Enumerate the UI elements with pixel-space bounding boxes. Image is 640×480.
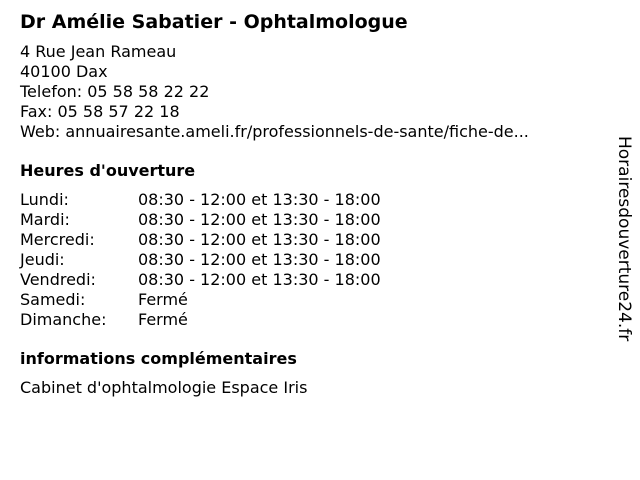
hours-value: 08:30 - 12:00 et 13:30 - 18:00 (138, 210, 381, 229)
day-label: Samedi: (20, 290, 86, 309)
additional-info-heading: informations complémentaires (20, 349, 297, 368)
hours-value: Fermé (138, 310, 188, 329)
day-label: Lundi: (20, 190, 69, 209)
hours-value: 08:30 - 12:00 et 13:30 - 18:00 (138, 250, 381, 269)
brand-watermark (612, 133, 636, 345)
phone-number: Telefon: 05 58 58 22 22 (20, 82, 210, 101)
hours-value: 08:30 - 12:00 et 13:30 - 18:00 (138, 190, 381, 209)
day-label: Vendredi: (20, 270, 96, 289)
opening-hours-table (20, 190, 590, 330)
hours-row-monday (20, 190, 590, 210)
hours-row-tuesday (20, 210, 590, 230)
day-label: Mardi: (20, 210, 70, 229)
street-address: 4 Rue Jean Rameau (20, 42, 177, 61)
hours-value: 08:30 - 12:00 et 13:30 - 18:00 (138, 270, 381, 289)
hours-row-wednesday (20, 230, 590, 250)
hours-row-thursday (20, 250, 590, 270)
additional-info-text: Cabinet d'ophtalmologie Espace Iris (20, 378, 308, 397)
brand-text: Horairesdouverture24.fr (614, 136, 634, 342)
day-label: Dimanche: (20, 310, 107, 329)
fax-number: Fax: 05 58 57 22 18 (20, 102, 180, 121)
practice-card (20, 8, 590, 398)
page-title: Dr Amélie Sabatier - Ophtalmologue (20, 11, 408, 33)
hours-row-friday (20, 270, 590, 290)
hours-value: 08:30 - 12:00 et 13:30 - 18:00 (138, 230, 381, 249)
address-block (20, 42, 590, 142)
day-label: Mercredi: (20, 230, 95, 249)
hours-value: Fermé (138, 290, 188, 309)
hours-row-saturday (20, 290, 590, 310)
website-link[interactable]: Web: annuairesante.ameli.fr/professionnels-de-sante/fiche-de... (20, 122, 529, 141)
hours-row-sunday (20, 310, 590, 330)
day-label: Jeudi: (20, 250, 65, 269)
city-address: 40100 Dax (20, 62, 108, 81)
opening-hours-heading: Heures d'ouverture (20, 161, 196, 180)
